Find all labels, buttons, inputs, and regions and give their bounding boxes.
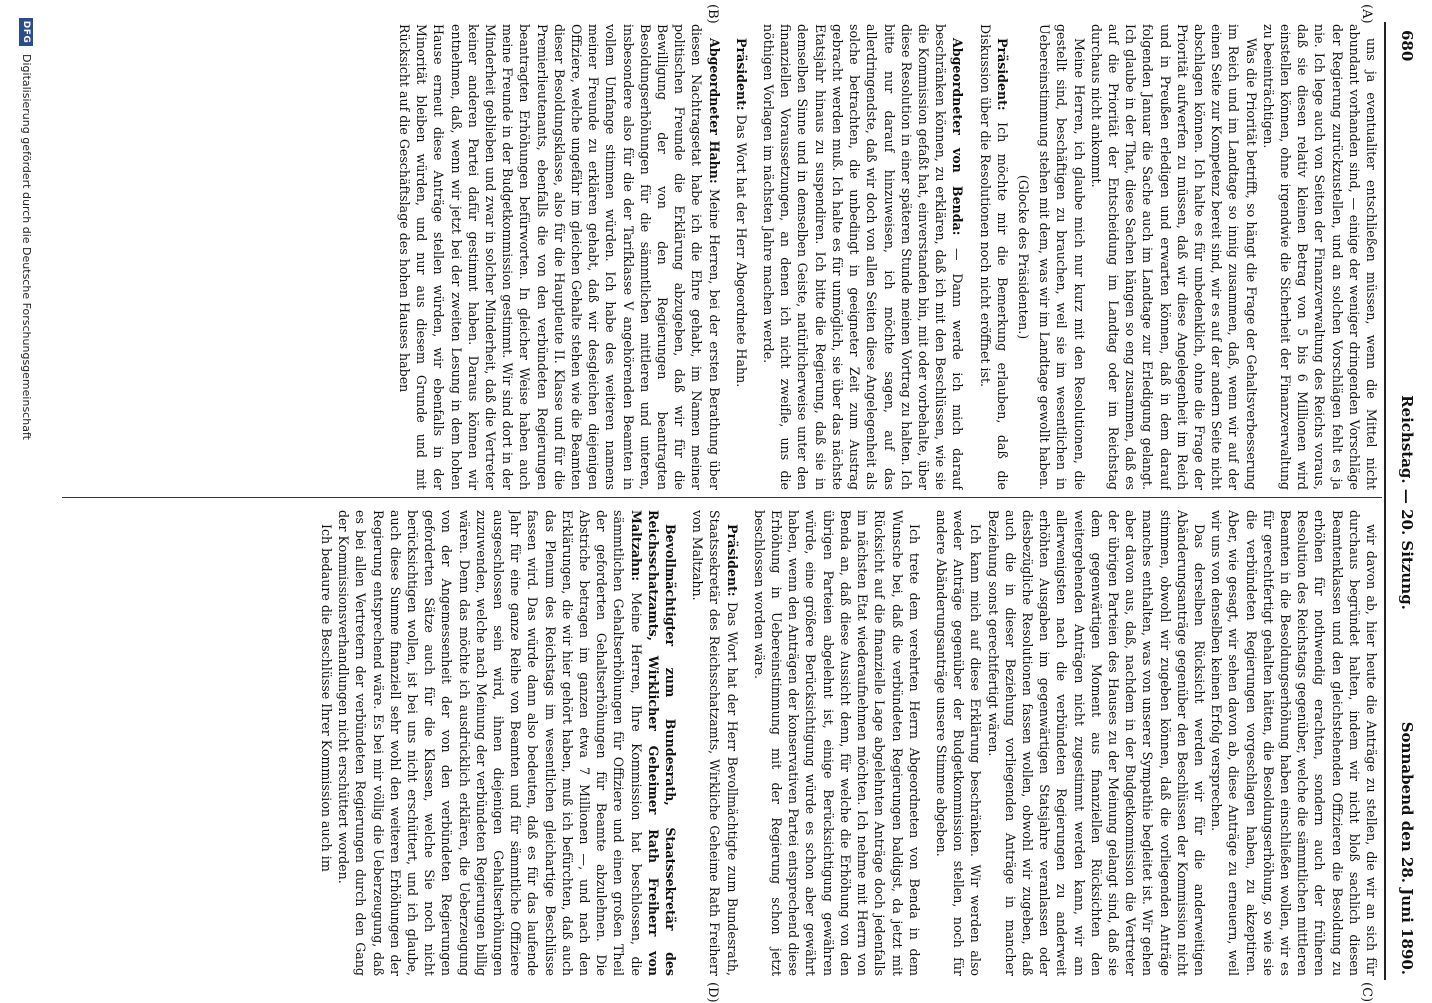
stage-direction: (Glocke des Präsidenten.) [1015,174,1031,340]
right-text-column [62,510,1380,976]
paragraph: uns ja eventualiter entschließen müssen, wenn die Mittel nicht abundant vorhanden sind, — einige der weniger dringenden Vorschläge der Regierung zurückzustellen, und an solchen Vorschlägen fehlt es ja nie. Ich lege auch von Seiten der Finanzverwaltung des Reichs voraus, daß sie diesen relativ kleinen Betrag von 5 bis 6 Millionen wird einstellen können, ohne irgendwie die Sicherheit der Finanzverwaltung zu beeinträchtigen. [1260,24,1379,490]
paragraph: Ich bedaure die Beschlüsse Ihrer Kommission auch im [319,524,335,872]
speaker-name: Präsident: [994,38,1010,111]
speech-paragraph [760,24,966,490]
paragraph: wir davon ab, hier heute die Anträge zu stellen, die wir an sich für durchaus begründet halten, indem wir nicht bloß sachlich diesen Beamtenklassen und den gleichstehenden Offizieren die Besoldung zu erhöhen für nothwendig erachten, sondern auch der früheren Resolution des Reichstags gegenüber, welche die sämmtlichen mittleren Beamten in die Besoldungserhöhung haben einschließen wollen, wir es für gerechtfertigt gehalten hätten, die Besoldungserhöhung, so wie sie die verbündeten Regierungen vorgeschlagen haben, zu akzeptiren. Aber, wie gesagt, wir sehen davon ab, diese Anträge zu erneuern, weil wir uns von denselben keinen Erfolg versprechen. [1209,510,1379,976]
speaker-name: Präsident: [724,524,740,597]
digitization-footer [12,18,36,978]
speech-paragraph [689,510,741,976]
header-date: Sonnabend den 28. Juni 1890. [1398,721,1416,975]
speech-paragraph [396,24,723,490]
speaker-name: Abgeordneter Hahn: [706,38,722,184]
paragraph: Was die Priorität betrifft, so hängt die Frage der Gehaltsverbesserung im Reich und im Landtage so innig zusammen, daß, wenn wir auf der einen Seite zur Kompetenz bereit sind, wir es auf der andern Seite nicht abschlagen können. Ich halte es für unbedenklich, ohne die Frage der Priorität aufwerfen zu müssen, daß wir diese Angelegenheit im Reich und in Preußen erledigen und erwarten können, daß in dem darauf folgenden Januar die Sache auch im Landtage zur Erledigung gelangt. Ich glaube in der That, diese Sachen hängen so eng zusammen, daß es auf die Priorität der Entscheidung im Landtag oder im Reichstag durchaus nicht ankommt. [1088,24,1259,490]
speech-text: Meine Herren, bei der ersten Berathung über diesen Nachtragsetat habe ich die Ehre gehabt, im Namen meiner politischen Freunde die Erklärung abzugeben, daß wir für die Bewilligung der von den Regierungen beantragten Besoldungserhöhungen für die sämmtlichen mittleren und unteren, insbesondere also für die der Tarifklasse V angehörenden Beamten in vollem Umfange stimmen würden. Ich habe des weiteren namens meiner Freunde zu erklären gehabt, daß wir desgleichen diejenigen Offiziere, welche ungefähr im gleichen Gehalte stehen wie die Beamten dieser Besoldungsklasse, also für die Hauptleute II. Klasse und für die Premierlieutenants, ebenfalls die von den verbündeten Regierungen beantragten Erhöhungen befürworten. In gleicher Weise haben auch meine Freunde in der Budgetkommission gestimmt. Wir sind dort in der Minderheit geblieben und zwar in solcher Minderheit, daß die Vertreter keiner anderen Partei dafür gestimmt haben. Daraus können wir entnehmen, daß, wenn wir jetzt bei der zweiten Lesung in dem hohen Hause erneut diese Anträge stellen würden, wir ebenfalls in der Minorität bleiben würden, und nur aus diesem Grunde und mit Rücksicht auf die Geschäftslage des hohen Hauses haben [397,24,722,490]
speech-text: Ich möchte mir die Bemerkung erlauben, daß die Diskussion über die Resolutionen noch nicht eröffnet ist. [977,24,1010,490]
speech-text: Meine Herren, Ihre Kommission hat beschlossen, die sämmtlichen Gehaltserhöhungen für Offiziere und einen großen Theil der geforderten Gehaltserhöhungen für Beamte abzulehnen. Die Abstriche betragen im ganzen etwa 7 Millionen —, und nach den Erklärungen, die wir hier gehört haben, muß ich befürchten, daß auch das Plenum des Reichstags im wesentlichen gleichartige Beschlüsse fassen wird. Das würde dann also bedeuten, daß es für das laufende Jahr für eine ganze Reihe von Beamten und für sämmtliche Offiziere ausgeschlossen sein wird, ihnen diejenigen Gehaltserhöhungen zuzuwenden, welche nach Meinung der verbündeten Regierungen billig wären. Denn das möchte ich ausdrücklich erklären, die Ueberzeugung von der Angemessenheit der von den verbündeten Regierungen geforderten Sätze auch für die Klassen, welche Sie noch nicht berücksichtigen wollen, ist bei uns nicht erschüttert, und ich glaube, auch diese Summe finanziell sehr wohl den weiteren Erhöhungen der Regierung entsprechend wäre. Es bei mir völlig die Ueberzeugung, daß es bei allen Vertretern der verbündeten Regierungen durch den Gang der Kommissionsverhandlungen nicht erschüttert worden. [336,510,644,976]
margin-letter-b: (B) [705,4,720,24]
speech-text: Das Wort hat der Herr Abgeordnete Hahn. [733,114,749,388]
margin-letter-c: (C) [1359,982,1374,1003]
digitization-credit: Digitalisierung gefördert durch die Deutsche Forschungsgemeinschaft [20,54,33,440]
speech-paragraph [976,24,1010,490]
speech-text: — Dann werde ich mich darauf beschränken können, zu erklären, daß ich mit den Beschlüssen, wie sie die Kommission gefaßt hat, einverstanden bin, mit oder vorbehalte, über diese Resolution in einer späteren Stunde meinen Vortrag zu halten. Ich bitte nur darauf hinzuweisen, ich möchte sagen, auf das allerdringendste, daß wir doch von allen Seiten diese Angelegenheit als solche betrachten, die unbedingt in geeigneter Zeit zum Austrag gebracht werden muß. Ich halte es für unmöglich, sie über das nächste Etatsjahr hinaus zu suspendiren. Ich bitte die Regierung, daß sie in demselben Sinne und in demselben Geiste, natürlicherweise unter den finanziellen Voraussetzungen, an denen ich nicht zweifle, uns die nöthigen Vorlagen im nächsten Jahre machen werde. [761,24,966,490]
page-header [1386,30,1420,975]
margin-letter-a: (A) [1359,4,1374,24]
paragraph: Meine Herren, ich glaube mich nur kurz mit den Resolutionen, die gestellt sind, beschäftigen zu brauchen, weil sie im wesentlichen in Uebereinstimmung stehen mit dem, was wir im Landtage gewollt haben. [1037,24,1087,490]
speech-text: Das Wort hat der Herr Bevollmächtigte zum Bundesrath, Staatssekretär des Reichsschatzamts, Wirkliche Geheime Rath Freiherr von Maltzahn. [690,510,740,976]
speech-paragraph [733,24,750,490]
dfg-logo-icon: DFG [19,18,33,46]
margin-letter-d: (D) [705,982,720,1003]
left-text-column [62,24,1380,490]
speech-paragraph [335,510,679,976]
paragraph: Das derselben Rücksicht werden wir für die anderweitigen Abänderungsanträge gegenüber den Beschlüssen der Kommission nicht stimmen, obwohl wir zugeben können, daß die vorliegenden Anträge manches enthalten, was von unserer Sympathie begleitet ist. Wir gehen aber davon aus, daß, nachdem in der Budgetkommission die Vertreter der übrigen Parteien des Hauses zu der Meinung gelangt sind, daß sie dem gegenwärtigen Moment aus finanziellen Rücksichten den weitergehenden Anträgen nicht zugestimmt werden kann, wir am allerwenigsten nach die verbündeten Regierungen zu anderweit erhöhten Ausgaben im gegenwärtigen Statsjahre veranlassen oder diesbezügliche Resolutionen fassen wollen, obwohl wir zugeben, daß auch die in dieser Beziehung vorliegenden Anträge in mancher Beziehung sonst gerechtfertigt wären. [985,510,1207,976]
speaker-name: Präsident: [733,38,749,111]
page-number: 680 [1398,30,1416,62]
column-divider [62,497,1382,498]
paragraph: Ich trete dem verehrten Herrn Abgeordneten von Benda in dem Wunsche bei, daß die verbündeten Regierungen baldigst, da jetzt mit Rücksicht auf die finanzielle Lage abgelehnten Anträge doch jedenfalls im nächsten Etat wiederaufnehmen möchten. Ich nehme mit Herrn von Benda an, daß diese Aussicht denn, für welche die Erhöhung von den übrigen Parteien abgelehnt ist, einige Berücksichtigung gewähren würde, eine größere Berücksichtigung würde es schon aber gewährt haben, wenn den Anträgen der konservativen Partei entsprechend diese Erhöhung in Uebereinstimmung mit der Regierung schon jetzt beschlossen worden wäre. [751,510,922,976]
running-head: Reichstag. — 20. Sitzung. [1398,395,1416,610]
header-rule [1384,22,1386,980]
speaker-name: Abgeordneter von Benda: [950,38,966,236]
speaker-name: Bevollmächtigter zum Bundesrath, Staatssekretär des Reichsschatzamts, Wirklicher Geheimer Rath Freiherr von Maltzahn: [628,510,679,976]
paragraph: Ich kann mich auf diese Erklärung beschränken. Wir werden also weder Anträge gegenüber der Budgetkommission stellen, noch für andere Abänderungsanträge unsere Stimme abgeben. [933,510,984,976]
